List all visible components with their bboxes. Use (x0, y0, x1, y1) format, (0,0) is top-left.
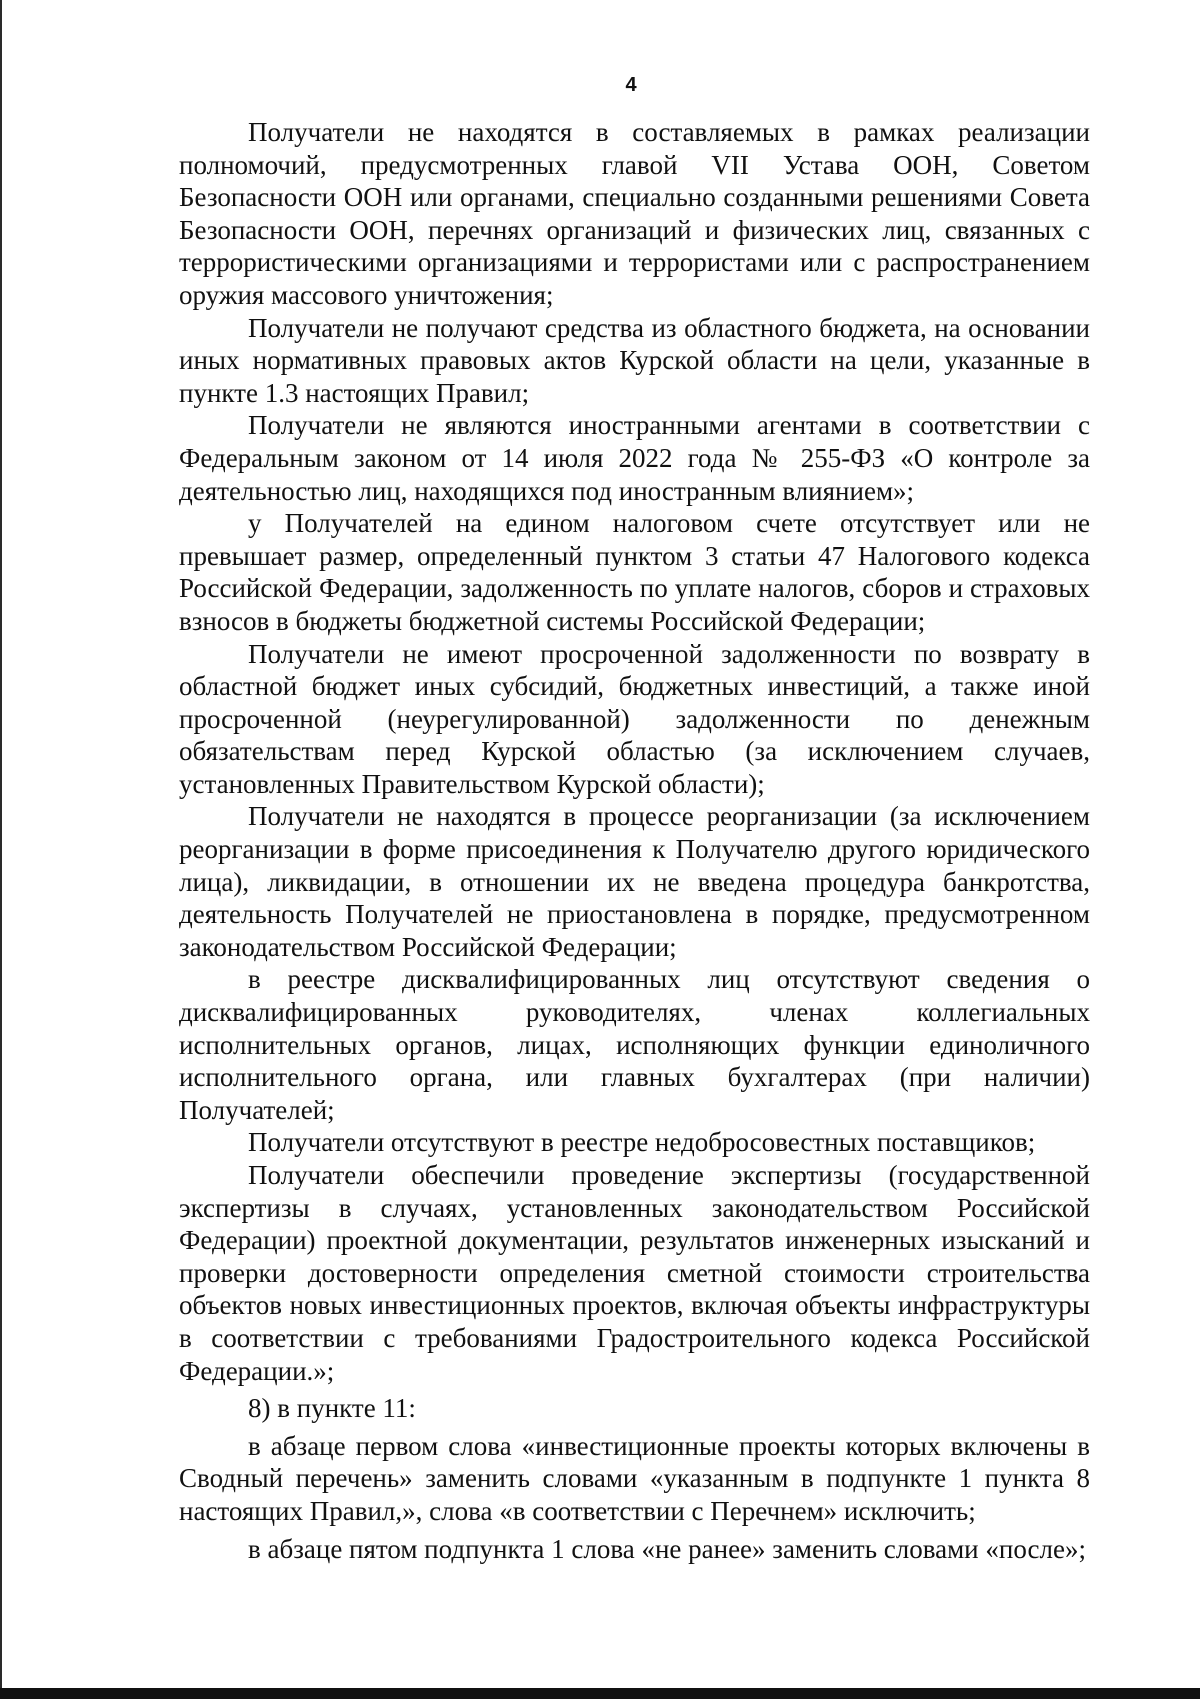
document-body (179, 116, 1090, 1565)
paragraph-expertise: Получатели обеспечили проведение экспертизы (государственной экспертизы в случаях, установленных законодательством Российской Федерации) проектной документации, результатов инженерных изысканий и проверки достоверности определения сметной стоимости строительства объектов новых инвестиционных проектов, включая объекты инфраструктуры в соответствии с требованиями Градостроительного кодекса Российской Федерации.»; (179, 1160, 1090, 1386)
scan-edge-bottom (0, 1688, 1200, 1699)
paragraph-point-11: 8) в пункте 11: (248, 1393, 416, 1424)
paragraph-reorganization: Получатели не находятся в процессе реорганизации (за исключением реорганизации в форме присоединения к Получателю другого юридического лица), ликвидации, в отношении их не введена процедура банкротства, деятельность Получателей не приостановлена в порядке, предусмотренном законодательством Российской Федерации; (179, 801, 1090, 962)
paragraph-unfair-suppliers: Получатели отсутствуют в реестре недобросовестных поставщиков; (248, 1127, 1036, 1158)
paragraph-foreign-agents: Получатели не являются иностранными агентами в соответствии с Федеральным законом от 14 июля 2022 года № 255-ФЗ «О контроле за деятельностью лиц, находящихся под иностранным влиянием»; (179, 410, 1090, 506)
paragraph-first-abzac: в абзаце первом слова «инвестиционные проекты которых включены в Сводный перечень» заменить словами «указанным в подпункте 1 пункта 8 настоящих Правил,», слова «в соответствии с Перечнем» исключить; (179, 1430, 1090, 1526)
paragraph-tax-debt: у Получателей на едином налоговом счете отсутствует или не превышает размер, определенный пунктом 3 статьи 47 Налогового кодекса Российской Федерации, задолженность по уплате налогов, сборов и страховых взносов в бюджеты бюджетной системы Российской Федерации; (179, 508, 1090, 636)
paragraph-un-lists: Получатели не находятся в составляемых в рамках реализации полномочий, предусмотренных главой VII Устава ООН, Советом Безопасности ООН или органами, специально созданными решениями Совета Безопасности ООН, перечнях организаций и физических лиц, связанных с террористическими организациями и террористами или с распространением оружия массового уничтожения; (179, 117, 1090, 310)
paragraph-overdue-debt: Получатели не имеют просроченной задолженности по возврату в областной бюджет иных субсидий, бюджетных инвестиций, а также иной просроченной (неурегулированной) задолженности по денежным обязательствам перед Курской областью (за исключением случаев, установленных Правительством Курской области); (179, 638, 1090, 799)
paragraph-fifth-abzac: в абзаце пятом подпункта 1 слова «не ранее» заменить словами «после»; (248, 1533, 1086, 1564)
scan-edge-left (0, 0, 2, 1699)
paragraph-regional-budget: Получатели не получают средства из областного бюджета, на основании иных нормативных правовых актов Курской области на цели, указанные в пункте 1.3 настоящих Правил; (179, 312, 1090, 408)
page-number: 4 (625, 74, 637, 96)
paragraph-disqualified-registry: в реестре дисквалифицированных лиц отсутствуют сведения о дисквалифицированных руководителях, членах коллегиальных исполнительных органов, лицах, исполняющих функции единоличного исполнительного органа, или главных бухгалтерах (при наличии) Получателей; (179, 964, 1090, 1125)
